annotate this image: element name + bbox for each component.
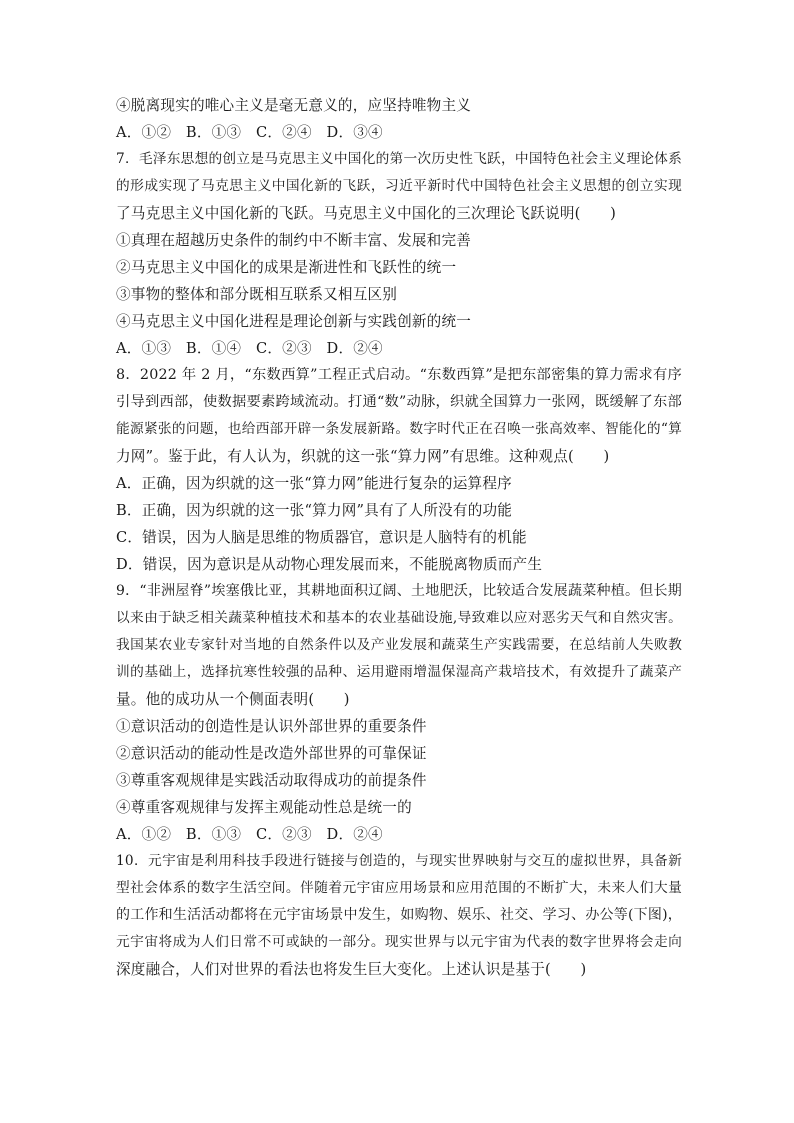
q7-stem-line-2: 的形成实现了马克思主义中国化新的飞跃，习近平新时代中国特色社会主义思想的创立实现 [116,178,682,194]
q8-option-b: B．正确，因为织就的这一张“算力网”具有了人所没有的功能 [116,502,513,519]
q8-stem-line-4: 力网”。鉴于此，有人认为，织就的这一张“算力网”有思维。这种观点( ) [116,448,610,465]
prev-option-4: ④脱离现实的唯心主义是毫无意义的，应坚持唯物主义 [116,97,472,114]
q7-stem-line-3: 了马克思主义中国化新的飞跃。马克思主义中国化的三次理论飞跃说明( ) [116,205,616,222]
q7-stem-line-1: 7．毛泽东思想的创立是马克思主义中国化的第一次历史性飞跃，中国特色社会主义理论体系 [116,151,682,167]
q8-stem-line-3: 能源紧张的问题，也给西部开辟一条发展新路。数字时代正在召唤一张高效率、智能化的“算 [116,421,682,437]
question-8 [116,362,682,578]
q10-stem-line-5: 深度融合，人们对世界的看法也将发生巨大变化。上述认识是基于( ) [116,961,587,978]
q9-stem-line-4: 训的基础上，选择抗寒性较强的品种、运用避雨增温保湿高产栽培技术，有效提升了蔬菜产 [116,664,682,680]
q7-option-4: ④马克思主义中国化进程是理论创新与实践创新的统一 [116,313,472,330]
q9-stem-line-1: 9．“非洲屋脊”埃塞俄比亚，其耕地面积辽阔、土地肥沃，比较适合发展蔬菜种植。但长期 [116,583,682,599]
q10-stem-line-4: 元宇宙将成为人们日常不可或缺的一部分。现实世界与以元宇宙为代表的数字世界将会走向 [116,934,682,950]
q9-stem-line-2: 以来由于缺乏相关蔬菜种植技术和基本的农业基础设施,导致难以应对恶劣天气和自然灾害。 [116,610,682,626]
q7-option-3: ③事物的整体和部分既相互联系又相互区别 [116,286,398,303]
q9-option-2: ②意识活动的能动性是改造外部世界的可靠保证 [116,745,427,762]
q10-stem-line-1: 10．元宇宙是利用科技手段进行链接与创造的，与现实世界映射与交互的虚拟世界，具备新 [116,853,682,869]
q8-stem-line-2: 引导到西部，使数据要素跨域流动。打通“数”动脉，织就全国算力一张网，既缓解了东部 [116,394,682,410]
q9-stem-line-5: 量。他的成功从一个侧面表明( ) [116,691,350,708]
q7-option-2: ②马克思主义中国化的成果是渐进性和飞跃性的统一 [116,259,457,276]
question-9 [116,578,682,848]
q9-stem-line-3: 我国某农业专家针对当地的自然条件以及产业发展和蔬菜生产实践需要，在总结前人失败教 [116,637,682,653]
q10-stem-line-2: 型社会体系的数字生活空间。伴随着元宇宙应用场景和应用范围的不断扩大，未来人们大量 [116,880,682,896]
q8-option-d: D．错误，因为意识是从动物心理发展而来，不能脱离物质而产生 [116,556,543,573]
q8-stem-line-1: 8．2022 年 2 月，“东数西算”工程正式启动。“东数西算”是把东部密集的算力需求有序 [116,367,682,383]
q9-option-1: ①意识活动的创造性是认识外部世界的重要条件 [116,718,427,735]
q10-stem-line-3: 的工作和生活活动都将在元宇宙场景中发生，如购物、娱乐、社交、学习、办公等(下图)， [116,907,682,923]
q9-answer-choices: A．①② B．①③ C．②③ D．②④ [116,826,383,843]
q7-answer-choices: A．①③ B．①④ C．②③ D．②④ [116,340,383,357]
q9-option-4: ④尊重客观规律与发挥主观能动性总是统一的 [116,799,412,816]
q7-option-1: ①真理在超越历史条件的制约中不断丰富、发展和完善 [116,232,472,249]
q9-option-3: ③尊重客观规律是实践活动取得成功的前提条件 [116,772,427,789]
q8-option-a: A．正确，因为织就的这一张“算力网”能进行复杂的运算程序 [116,475,512,492]
q8-option-c: C．错误，因为人脑是思维的物质器官，意识是人脑特有的机能 [116,529,527,546]
question-10 [116,848,682,983]
prev-answer-choices: A．①② B．①③ C．②④ D．③④ [116,124,383,141]
question-7 [116,146,682,362]
exam-page [116,92,682,983]
